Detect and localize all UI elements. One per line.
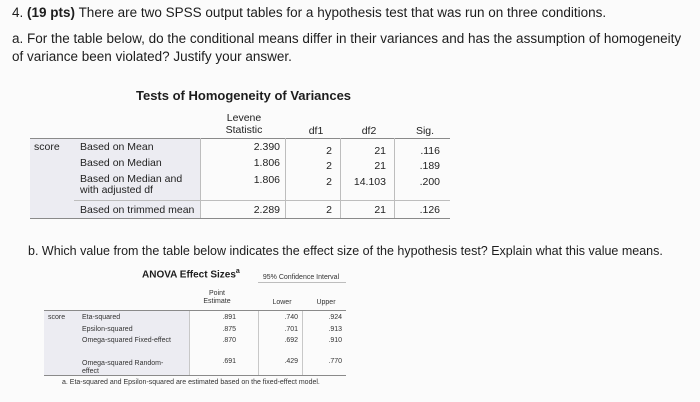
anova-divider xyxy=(189,311,190,375)
levene-divider xyxy=(340,138,341,218)
anova-row-label: Omega-squared Random-effect xyxy=(82,360,164,375)
anova-cell-lower: .429 xyxy=(284,358,298,365)
anova-cell-lower: .701 xyxy=(284,326,298,333)
anova-cell-point: .691 xyxy=(222,358,236,365)
anova-title-text: ANOVA Effect Sizes xyxy=(142,269,236,281)
anova-cell-point: .870 xyxy=(222,337,236,344)
anova-header-lower: Lower xyxy=(272,299,292,306)
part-b-text: b. Which value from the table below indicates the effect size of the hypothesis test? Explain what this value means. xyxy=(28,244,663,258)
levene-cell-stat: 2.390 xyxy=(253,141,280,153)
levene-cell-df1: 2 xyxy=(326,160,332,172)
levene-header-sig: Sig. xyxy=(415,125,435,137)
levene-row-group: score xyxy=(34,141,60,153)
levene-row-label: Based on Median and with adjusted df xyxy=(80,173,183,196)
question-number: 4. xyxy=(12,5,24,20)
anova-top-rule xyxy=(44,310,346,311)
anova-header-ci: 95% Confidence Interval xyxy=(262,274,340,281)
levene-cell-df2: 21 xyxy=(374,160,386,172)
levene-bottom-rule xyxy=(30,218,450,219)
anova-footnote: a. Eta-squared and Epsilon-squared are estimated based on the fixed-effect model. xyxy=(62,379,320,386)
anova-header-upper: Upper xyxy=(316,299,336,306)
levene-divider xyxy=(394,138,395,218)
levene-top-rule xyxy=(30,138,450,139)
levene-cell-df1: 2 xyxy=(326,204,332,216)
levene-cell-sig: .189 xyxy=(419,160,440,172)
levene-row-label: Based on Median xyxy=(80,157,162,169)
anova-row-label: Epsilon-squared xyxy=(82,326,133,333)
anova-cell-lower: .740 xyxy=(284,314,298,321)
levene-cell-sig: .200 xyxy=(419,176,440,188)
anova-cell-upper: .913 xyxy=(328,326,342,333)
levene-table-title: Tests of Homogeneity of Variances xyxy=(136,88,352,103)
levene-row-label: Based on trimmed mean xyxy=(80,204,195,216)
levene-cell-df2: 21 xyxy=(374,204,386,216)
question-intro: There are two SPSS output tables for a hypothesis test that was run on three conditions. xyxy=(78,5,607,20)
part-a-text: a. For the table below, do the conditional means differ in their variances and has the assumption of homogeneity of variance been violated? Justify your answer. xyxy=(12,31,682,64)
levene-cell-df1: 2 xyxy=(326,145,332,157)
levene-header-df2: df2 xyxy=(361,125,377,137)
anova-cell-upper: .770 xyxy=(328,358,342,365)
anova-row-label: Eta-squared xyxy=(82,314,121,321)
levene-cell-sig: .126 xyxy=(419,204,440,216)
levene-cell-df2: 21 xyxy=(374,145,386,157)
anova-title-footnote-mark: a xyxy=(235,268,240,275)
anova-cell-lower: .692 xyxy=(284,337,298,344)
anova-row-group: score xyxy=(48,314,66,321)
question-points: (19 pts) xyxy=(27,5,76,20)
anova-cell-point: .875 xyxy=(222,326,236,333)
anova-header-point: Point Estimate xyxy=(203,290,231,305)
anova-table-title xyxy=(142,268,240,280)
anova-row-label: Omega-squared Fixed-effect xyxy=(82,337,171,344)
anova-cell-upper: .924 xyxy=(328,314,342,321)
levene-divider xyxy=(285,138,286,218)
levene-cell-sig: .116 xyxy=(420,145,440,157)
levene-cell-df1: 2 xyxy=(326,176,332,188)
levene-cell-stat: 1.806 xyxy=(253,157,280,169)
levene-header-df1: df1 xyxy=(308,125,324,137)
levene-cell-df2: 14.103 xyxy=(353,176,386,188)
anova-divider xyxy=(258,311,259,375)
levene-header-stat: Levene Statistic xyxy=(225,112,263,136)
levene-cell-stat: 1.806 xyxy=(253,174,280,186)
anova-divider xyxy=(302,311,303,375)
levene-cell-stat: 2.289 xyxy=(253,204,280,216)
anova-cell-point: .891 xyxy=(222,314,236,321)
levene-row-label: Based on Mean xyxy=(80,141,154,153)
anova-cell-upper: .910 xyxy=(328,337,342,344)
levene-divider xyxy=(200,138,201,218)
anova-ci-rule xyxy=(258,282,346,283)
question-heading xyxy=(12,5,606,20)
